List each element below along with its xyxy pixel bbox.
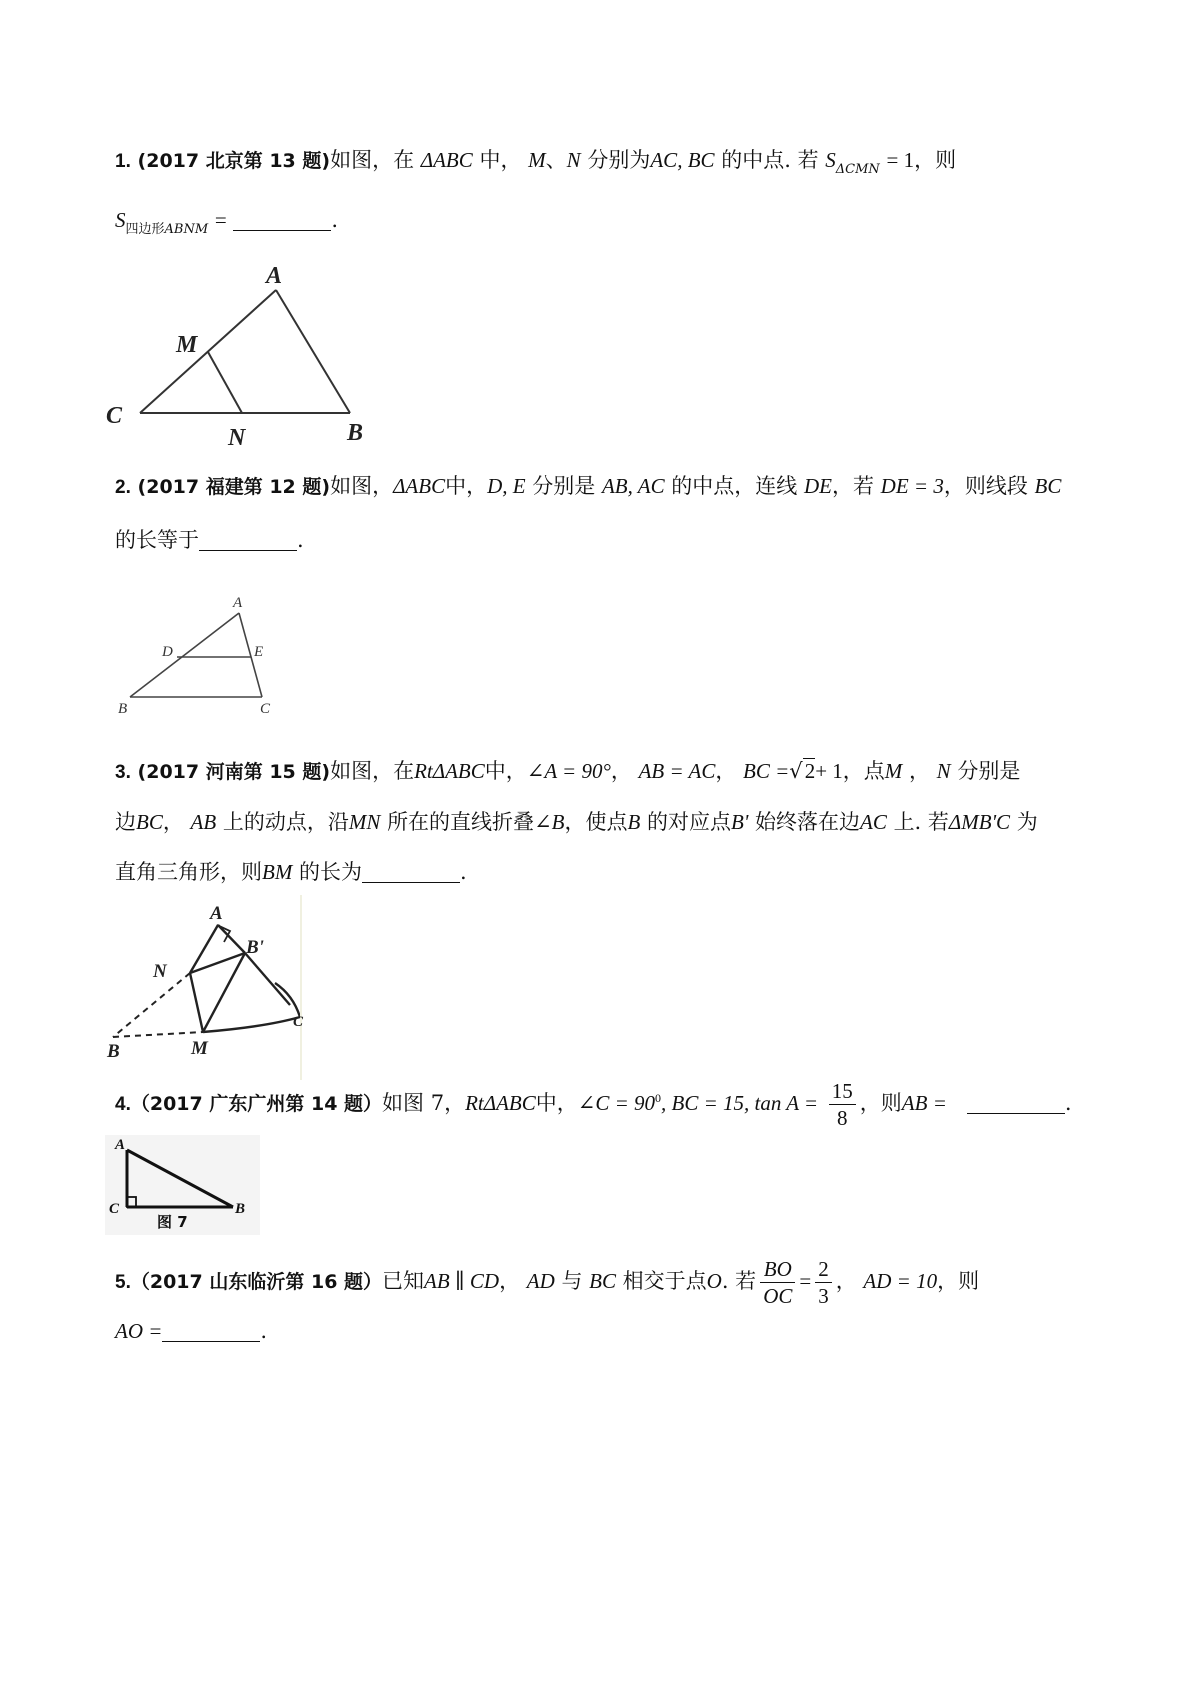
math: , BC = 15, tan A = bbox=[661, 1091, 819, 1115]
answer-blank[interactable] bbox=[362, 860, 460, 883]
question-3-line-3 bbox=[115, 857, 1105, 887]
text: . bbox=[297, 528, 304, 552]
text: ， bbox=[835, 1269, 857, 1293]
answer-blank[interactable] bbox=[162, 1319, 260, 1342]
vertex-label-b: B bbox=[118, 701, 128, 717]
math: BM bbox=[262, 860, 293, 884]
text: 边 bbox=[115, 810, 136, 834]
math: BC bbox=[136, 810, 163, 834]
text: 中， bbox=[445, 474, 488, 498]
vertex-label-b-prime: B' bbox=[246, 937, 264, 958]
text: 为 bbox=[1016, 810, 1038, 834]
text: ， bbox=[715, 759, 737, 783]
math: AC bbox=[860, 810, 887, 834]
text: 如图 7， bbox=[382, 1091, 466, 1115]
text: ，点 bbox=[842, 759, 885, 783]
answer-blank[interactable] bbox=[967, 1091, 1065, 1114]
denominator: 3 bbox=[818, 1284, 829, 1308]
text: 直角三角形，则 bbox=[115, 860, 262, 884]
vertex-label-d: D bbox=[162, 644, 173, 660]
question-4-line-1 bbox=[115, 1078, 1105, 1131]
math: ΔABC bbox=[420, 148, 473, 172]
question-source: (2017 北京第 13 题) bbox=[137, 150, 331, 172]
text: 中， bbox=[535, 1091, 578, 1115]
vertex-label-a: A bbox=[233, 595, 243, 611]
vertex-label-m: M bbox=[176, 332, 198, 358]
vertex-label-a: A bbox=[266, 263, 283, 289]
text: ，使点 bbox=[564, 810, 628, 834]
question-5-line-1 bbox=[115, 1256, 1105, 1309]
text: . bbox=[331, 208, 339, 232]
question-number: 3. bbox=[115, 762, 131, 783]
math: = 1 bbox=[886, 148, 915, 172]
question-number: 2. bbox=[115, 477, 131, 498]
math: + 1 bbox=[815, 759, 843, 783]
text: 已知 bbox=[382, 1269, 425, 1293]
figure-caption: 图 7 bbox=[157, 1213, 188, 1231]
vertex-label-c: C bbox=[106, 403, 123, 429]
math: ∠C = 90 bbox=[577, 1091, 656, 1115]
vertex-label-a: A bbox=[210, 903, 223, 924]
text: 与 bbox=[561, 1269, 583, 1293]
math: = bbox=[214, 208, 227, 232]
text: ， bbox=[499, 1269, 521, 1293]
text: ，若 bbox=[831, 474, 874, 498]
question-1-line-1 bbox=[115, 145, 1105, 185]
vertex-label-m: M bbox=[191, 1038, 208, 1059]
question-2-line-2 bbox=[115, 525, 1105, 555]
math: AD bbox=[526, 1269, 555, 1293]
math-superscript: 0 bbox=[655, 1091, 662, 1105]
text: 分别是 bbox=[532, 474, 596, 498]
math: = bbox=[799, 1269, 812, 1293]
math: MN bbox=[348, 810, 381, 834]
math-subscript: 四边形 bbox=[125, 222, 165, 237]
text: 、 bbox=[545, 148, 567, 172]
math: AO = bbox=[115, 1319, 163, 1343]
math: AB, AC bbox=[601, 474, 665, 498]
vertex-label-e: E bbox=[254, 644, 264, 660]
text: . bbox=[460, 860, 467, 884]
numerator: BO bbox=[760, 1256, 795, 1283]
fraction bbox=[815, 1256, 832, 1309]
text: 分别为 bbox=[587, 148, 651, 172]
vertex-label-b: B bbox=[347, 420, 364, 446]
text: . 若 bbox=[721, 1269, 757, 1293]
math: AB = AC bbox=[638, 759, 716, 783]
text: 分别是 bbox=[957, 759, 1021, 783]
text: 的长为 bbox=[299, 860, 363, 884]
math: AB ∥ CD bbox=[424, 1269, 500, 1293]
math: AD = 10 bbox=[863, 1269, 938, 1293]
vertex-label-c: C bbox=[293, 1014, 304, 1030]
text: 的对应点 bbox=[647, 810, 732, 834]
question-source: (2017 福建第 12 题) bbox=[137, 476, 331, 498]
question-number: 4. bbox=[115, 1094, 131, 1115]
text: 如图，在 bbox=[330, 759, 415, 783]
math: AB bbox=[190, 810, 217, 834]
question-source: (2017 河南第 15 题) bbox=[137, 761, 331, 783]
figure-2-triangle bbox=[110, 585, 310, 725]
math: S bbox=[825, 148, 836, 172]
text: 的长等于 bbox=[115, 528, 199, 552]
math: N bbox=[566, 148, 581, 172]
vertex-label-c: C bbox=[109, 1201, 120, 1217]
figure-4-right-triangle bbox=[105, 1135, 260, 1235]
question-number: 1. bbox=[115, 151, 131, 172]
denominator: 8 bbox=[837, 1106, 848, 1130]
math: BC bbox=[589, 1269, 616, 1293]
vertex-label-a: A bbox=[115, 1137, 126, 1153]
math: DE = 3 bbox=[880, 474, 944, 498]
text: ， bbox=[908, 759, 930, 783]
text: . bbox=[260, 1319, 268, 1343]
text: 如图，在 bbox=[330, 148, 415, 172]
math: ∠A = 90° bbox=[526, 759, 611, 783]
text: 所在的直线折叠 bbox=[387, 810, 535, 834]
text: 的中点，连线 bbox=[671, 474, 798, 498]
text: . bbox=[1064, 1091, 1072, 1115]
math: M bbox=[884, 759, 903, 783]
text: ， bbox=[610, 759, 632, 783]
vertex-label-n: N bbox=[153, 961, 167, 982]
math-subscript: ABNM bbox=[164, 222, 209, 237]
question-1-line-2 bbox=[115, 205, 1105, 245]
question-2-line-1 bbox=[115, 471, 1105, 503]
text: 上的动点，沿 bbox=[222, 810, 349, 834]
fraction bbox=[760, 1256, 795, 1309]
math: BC = bbox=[743, 759, 790, 783]
math: DE bbox=[803, 474, 832, 498]
math: AB = bbox=[901, 1091, 947, 1115]
text: 如图， bbox=[330, 474, 394, 498]
math: N bbox=[936, 759, 951, 783]
math: ∠B bbox=[534, 810, 565, 834]
denominator: OC bbox=[763, 1284, 793, 1308]
question-source: （2017 广东广州第 14 题） bbox=[130, 1093, 383, 1115]
text: ，则 bbox=[937, 1269, 980, 1293]
numerator: 2 bbox=[815, 1256, 832, 1283]
text: ，则线段 bbox=[943, 474, 1028, 498]
math: RtΔABC bbox=[414, 759, 485, 783]
vertex-label-b: B bbox=[235, 1201, 246, 1217]
figure-3-fold bbox=[105, 895, 330, 1080]
math: RtΔABC bbox=[465, 1091, 536, 1115]
text: ，则 bbox=[914, 148, 957, 172]
text: 的中点. 若 bbox=[721, 148, 819, 172]
math-subscript: ΔCMN bbox=[835, 162, 880, 177]
math-sqrt: 2 bbox=[804, 759, 816, 783]
answer-blank[interactable] bbox=[233, 208, 331, 231]
math: ΔABC bbox=[393, 474, 446, 498]
math: M bbox=[528, 148, 546, 172]
math: S bbox=[115, 208, 126, 232]
question-source: （2017 山东临沂第 16 题） bbox=[130, 1271, 383, 1293]
question-3-line-2 bbox=[115, 807, 1105, 837]
math: D, E bbox=[487, 474, 526, 498]
question-3-line-1: 3. (2017 河南第 15 题)如图，在RtΔABC中，∠A = 90°， AB = AC， BC =√2+ 1，点M ， N 分别是 bbox=[115, 759, 1021, 783]
question-5-line-2 bbox=[115, 1316, 1105, 1346]
vertex-label-n: N bbox=[228, 425, 246, 451]
text: ， bbox=[162, 810, 184, 834]
numerator: 15 bbox=[829, 1078, 856, 1105]
math: B bbox=[627, 810, 641, 834]
text: 中， bbox=[479, 148, 522, 172]
text: 始终落在边 bbox=[755, 810, 861, 834]
text: ，则 bbox=[859, 1091, 902, 1115]
math: B' bbox=[731, 810, 749, 834]
text: 中， bbox=[484, 759, 527, 783]
math: ΔMB'C bbox=[948, 810, 1011, 834]
vertex-label-b: B bbox=[107, 1041, 120, 1062]
question-number: 5. bbox=[115, 1272, 131, 1293]
math: AC, BC bbox=[650, 148, 715, 172]
figure-1-triangle bbox=[100, 255, 390, 455]
vertex-label-c: C bbox=[260, 701, 271, 717]
fraction bbox=[829, 1078, 856, 1131]
text: 相交于点 bbox=[622, 1269, 707, 1293]
math: BC bbox=[1034, 474, 1062, 498]
text: 上. 若 bbox=[893, 810, 949, 834]
math: O bbox=[706, 1269, 722, 1293]
answer-blank[interactable] bbox=[199, 528, 297, 551]
